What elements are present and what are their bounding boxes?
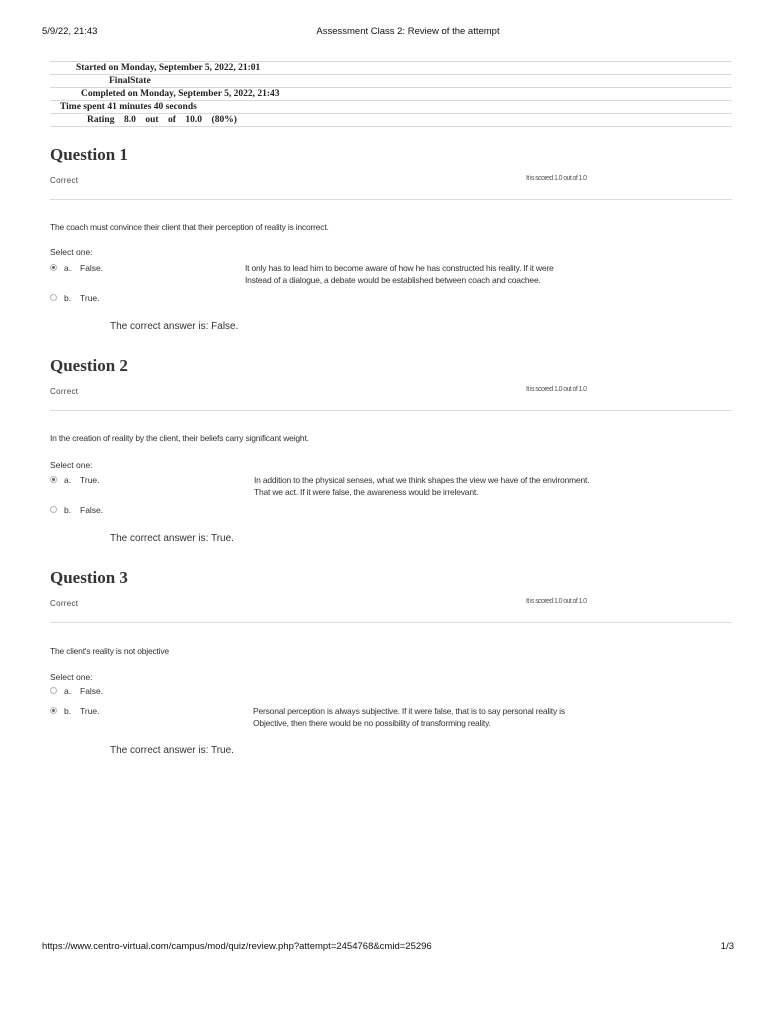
feedback-line: In addition to the physical senses, what we think shapes the view we have of the environment. [254,475,590,485]
summary-time-spent: Time spent 41 minutes 40 seconds [60,102,197,112]
page-url[interactable]: https://www.centro-virtual.com/campus/mod/quiz/review.php?attempt=2454768&cmid=25296 [42,941,432,952]
summary-row-started [50,61,732,74]
correct-answer: The correct answer is: True. [110,745,234,756]
divider [50,622,732,623]
question-text: The coach must convince their client that their perception of reality is incorrect. [50,222,329,232]
radio-unchecked-icon[interactable] [50,687,57,694]
question-text: The client's reality is not objective [50,646,169,656]
option-label: False. [80,686,104,696]
print-date: 5/9/22, 21:43 [42,26,98,37]
summary-completed: Completed on Monday, September 5, 2022, 21:43 [81,89,280,99]
option-letter: a. [64,686,72,696]
option-label: True. [80,293,100,303]
summary-row-state [50,74,732,87]
question-title: Question 3 [50,568,128,587]
option-letter: b. [64,706,72,716]
question-state: Correct [50,176,79,185]
summary-rating: Rating 8.0 out of 10.0 (80%) [87,115,237,125]
question-state: Correct [50,599,79,608]
divider [50,410,732,411]
option-letter: b. [64,505,72,515]
summary-started: Started on Monday, September 5, 2022, 21:01 [76,63,261,73]
option-label: True. [80,706,100,716]
select-one-label: Select one: [50,247,93,257]
feedback-line: Instead of a dialogue, a debate would be established between coach and coachee. [245,275,541,285]
summary-row-rating [50,113,732,127]
option-feedback [253,705,565,729]
option-feedback [245,262,554,286]
question-2 [50,356,732,544]
feedback-line: It only has to lead him to become aware of how he has constructed his reality. If it were [245,263,554,273]
divider [50,199,732,200]
feedback-line: That we act. If it were false, the awareness would be irrelevant. [254,487,479,497]
print-header [42,26,734,40]
option-letter: a. [64,263,72,273]
question-1 [50,145,732,332]
radio-unchecked-icon[interactable] [50,294,57,301]
feedback-line: Objective, then there would be no possibility of transforming reality. [253,718,491,728]
summary-state: FinalState [109,76,151,86]
option-feedback [254,474,589,498]
question-3 [50,568,732,756]
question-state: Correct [50,387,79,396]
question-grade: It is scored 1.0 out of 1.0 [526,598,587,605]
option-label: True. [80,475,100,485]
page-title: Assessment Class 2: Review of the attempt [316,26,500,37]
correct-answer: The correct answer is: True. [110,533,234,544]
radio-unchecked-icon[interactable] [50,506,57,513]
option-label: False. [80,505,104,515]
question-title: Question 1 [50,145,128,164]
radio-checked-icon[interactable] [50,264,57,271]
question-title: Question 2 [50,356,128,375]
question-grade: It is scored 1.0 out of 1.0 [526,175,587,182]
question-text: In the creation of reality by the client, their beliefs carry significant weight. [50,433,309,443]
summary-row-completed [50,87,732,100]
option-letter: b. [64,293,72,303]
attempt-summary-table [50,61,732,127]
radio-checked-icon[interactable] [50,476,57,483]
question-grade: It is scored 1.0 out of 1.0 [526,386,587,393]
page-number: 1/3 [720,941,734,952]
select-one-label: Select one: [50,460,93,470]
summary-row-time [50,100,732,113]
select-one-label: Select one: [50,672,93,682]
radio-checked-icon[interactable] [50,707,57,714]
feedback-line: Personal perception is always subjective. If it were false, that is to say personal reality is [253,706,565,716]
option-label: False. [80,263,104,273]
correct-answer: The correct answer is: False. [110,321,239,332]
option-letter: a. [64,475,72,485]
